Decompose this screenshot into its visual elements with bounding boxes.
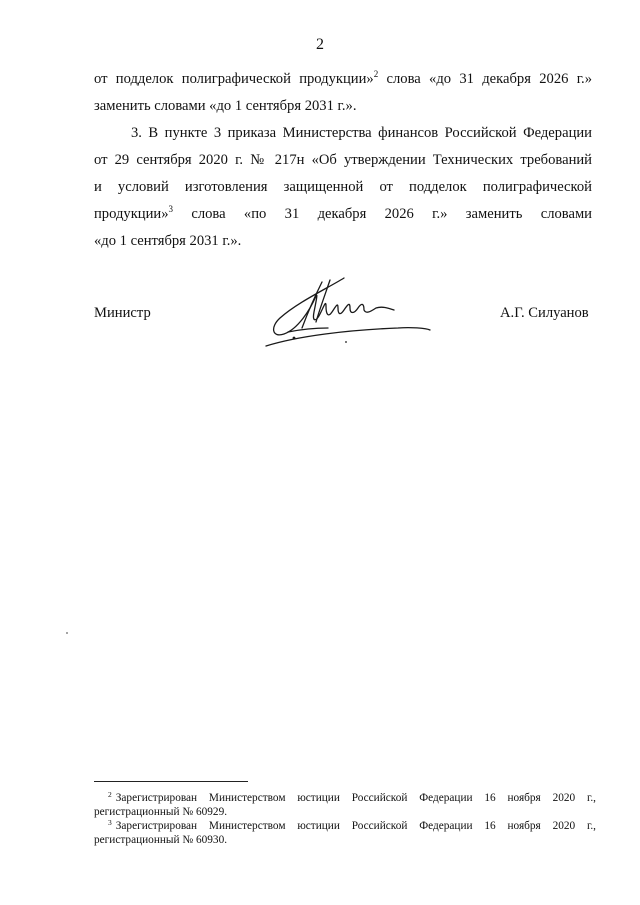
body-line <box>131 124 592 142</box>
body-text: от подделок полиграфической продукции» <box>94 71 374 87</box>
body-text: заменить словами «до 1 сентября 2031 г.». <box>94 98 357 114</box>
signature-image <box>258 272 438 356</box>
body-line <box>94 205 592 223</box>
body-text: «до 1 сентября 2031 г.». <box>94 233 242 249</box>
scan-speck <box>66 632 68 634</box>
body-text: слова «до 31 декабря 2026 г.» <box>378 71 592 87</box>
signer-position: Министр <box>94 305 151 321</box>
body-line <box>94 232 241 250</box>
body-line <box>94 178 592 196</box>
body-text: продукции» <box>94 206 169 222</box>
footnote-text: регистрационный № 60930. <box>94 834 228 846</box>
page-number: 2 <box>316 36 324 53</box>
signer-name: А.Г. Силуанов <box>500 305 589 321</box>
footnote-ref: 3 <box>168 204 174 214</box>
footnote-line <box>94 805 227 819</box>
footnote-separator <box>94 781 248 782</box>
footnote-line <box>108 819 596 833</box>
footnote-text: регистрационный № 60929. <box>94 806 228 818</box>
footnote-line <box>108 791 596 805</box>
body-text: от 29 сентября 2020 г. № 217н «Об утверждении Технических требований <box>94 152 592 168</box>
footnote-text: Зарегистрирован Министерством юстиции Российской Федерации 16 ноября 2020 г., <box>115 820 596 832</box>
footnote-mark: 2 <box>108 790 112 799</box>
body-text: и условий изготовления защищенной от подделок полиграфической <box>94 179 592 195</box>
body-line <box>94 151 592 169</box>
footnote-mark: 3 <box>108 818 112 827</box>
footnote-ref: 2 <box>373 69 379 79</box>
body-line <box>94 70 592 88</box>
body-line <box>94 97 357 115</box>
body-text: слова «по 31 декабря 2026 г.» заменить словами <box>173 206 592 222</box>
footnote-line <box>94 833 227 847</box>
body-text: 3. В пункте 3 приказа Министерства финансов Российской Федерации <box>131 125 592 141</box>
footnote-text: Зарегистрирован Министерством юстиции Российской Федерации 16 ноября 2020 г., <box>115 792 596 804</box>
